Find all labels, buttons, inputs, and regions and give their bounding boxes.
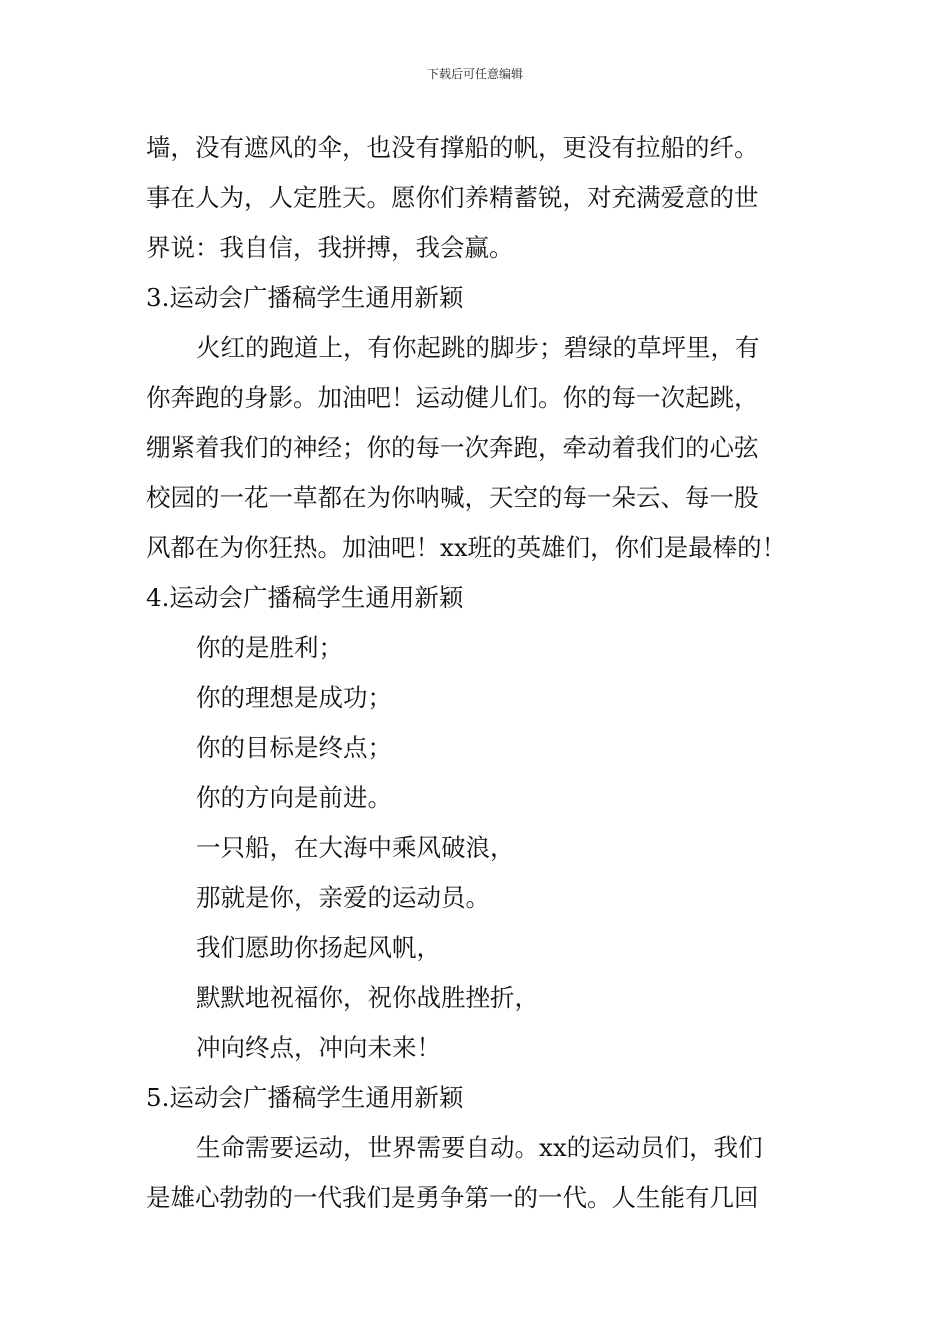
poem-line: 一只船，在大海中乘风破浪， <box>196 833 515 862</box>
body-line: 是雄心勃勃的一代我们是勇争第一的一代。人生能有几回 <box>146 1183 759 1212</box>
poem-line: 那就是你，亲爱的运动员。 <box>196 883 490 912</box>
body-line: 生命需要运动，世界需要自动。xx的运动员们，我们 <box>196 1133 763 1162</box>
body-line: 校园的一花一草都在为你呐喊，天空的每一朵云、每一股 <box>146 483 759 512</box>
body-line: 火红的跑道上，有你起跳的脚步；碧绿的草坪里，有 <box>196 333 760 362</box>
section-heading-4: 4.运动会广播稿学生通用新颖 <box>146 583 464 612</box>
body-line: 绷紧着我们的神经；你的每一次奔跑，牵动着我们的心弦 <box>146 433 759 462</box>
poem-line: 默默地祝福你，祝你战胜挫折， <box>196 983 539 1012</box>
body-line: 界说：我自信，我拼搏，我会赢。 <box>146 233 514 262</box>
poem-line: 你的理想是成功； <box>196 683 392 712</box>
body-line: 事在人为，人定胜天。愿你们养精蓄锐，对充满爱意的世 <box>146 183 759 212</box>
body-line: 你奔跑的身影。加油吧！运动健儿们。你的每一次起跳， <box>146 383 759 412</box>
body-line: 墙，没有遮风的伞，也没有撑船的帆，更没有拉船的纤。 <box>146 133 759 162</box>
poem-line: 你的是胜利； <box>196 633 343 662</box>
section-heading-3: 3.运动会广播稿学生通用新颖 <box>146 283 464 312</box>
body-line: 风都在为你狂热。加油吧！xx班的英雄们，你们是最棒的！ <box>146 533 787 562</box>
page-header: 下载后可任意编辑 <box>426 67 523 81</box>
poem-line: 你的方向是前进。 <box>196 783 392 812</box>
poem-line: 冲向终点，冲向未来！ <box>196 1033 441 1062</box>
poem-line: 你的目标是终点； <box>196 733 392 762</box>
document-body <box>146 123 811 1223</box>
poem-line: 我们愿助你扬起风帆， <box>196 933 441 962</box>
section-heading-5: 5.运动会广播稿学生通用新颖 <box>146 1083 464 1112</box>
